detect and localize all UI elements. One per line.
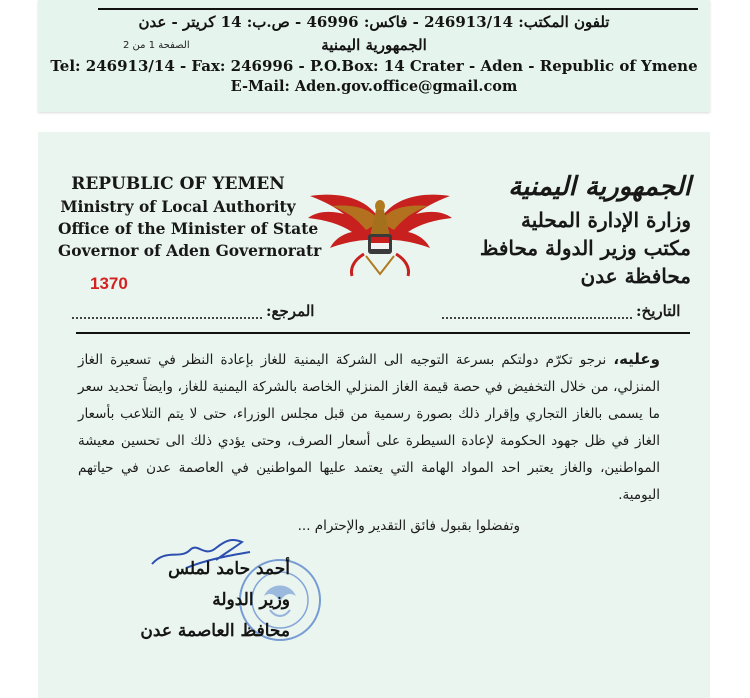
signatory-role: محافظ العاصمة عدن	[140, 621, 290, 641]
arabic-letterhead	[463, 168, 691, 290]
page-number-label: الصفحة 1 من 2	[123, 40, 190, 51]
english-letterhead	[58, 172, 322, 262]
date-field	[442, 302, 680, 320]
english-office: Office of the Minister of State	[58, 219, 319, 238]
strip-email: E-Mail: Aden.gov.office@gmail.com	[230, 78, 518, 95]
date-dotted-line	[442, 305, 632, 319]
strip-arabic-country: الجمهورية اليمنية	[321, 36, 427, 54]
signatory-name: أحمد حامد لملس	[168, 559, 290, 579]
date-label: التاريخ:	[636, 302, 681, 320]
closing-line: وتفضلوا بقبول فائق التقدير والإحترام ...	[297, 518, 520, 534]
reference-dotted-line	[72, 305, 262, 319]
english-ministry: Ministry of Local Authority	[60, 197, 296, 216]
header-divider	[76, 332, 690, 334]
strip-arabic-contact: تلفون المكتب: 246913/14 - فاكس: 46996 - ص.ب: 14 كريتر - عدن	[138, 13, 610, 31]
strip-english-contact: Tel: 246913/14 - Fax: 246996 - P.O.Box: 14 Crater - Aden - Republic of Ymene	[50, 57, 698, 75]
arabic-country: الجمهورية اليمنية	[508, 172, 691, 202]
strip-top-rule	[98, 8, 698, 10]
yemen-emblem-icon	[306, 190, 454, 282]
letterhead-contact-strip	[38, 0, 710, 112]
english-country: REPUBLIC OF YEMEN	[71, 174, 285, 194]
letter-body	[78, 346, 660, 509]
opening-word: وعليه،	[613, 350, 660, 368]
reference-number: 1370	[90, 274, 128, 293]
reference-label: المرجع:	[266, 302, 315, 320]
signature-block	[100, 554, 290, 647]
arabic-office: مكتب وزير الدولة محافظ محافظة عدن	[479, 236, 691, 288]
reference-field	[72, 302, 314, 320]
arabic-ministry: وزارة الإدارة المحلية	[521, 208, 691, 232]
letter-sheet	[38, 132, 710, 698]
letter-body-text: نرجو تكرّم دولتكم بسرعة التوجيه الى الشركة اليمنية للغاز بإعادة النظر في تسعيرة الغاز المنزلي، من خلال التخفيض في حصة قيمة الغاز المنزلي الخاصة بالشركة اليمنية للغاز، وايضاً تحديد سعر ما يسمى بالغاز التجاري وإقرار ذلك بصورة رسمية من قبل مجلس الوزراء، حتى لا يتم التلاعب بأسعار الغاز في ظل جهود الحكومة لإعادة السيطرة على أسعار الصرف، وحتى يؤدي ذلك الى تحسين معيشة المواطنين، والغاز يعتبر احد المواد الهامة التي يعتمد عليها المواطنين في العاصمة عدن في حياتهم اليومية.	[78, 352, 660, 503]
signatory-title: وزير الدولة	[212, 590, 290, 610]
english-governor: Governor of Aden Governoratr	[58, 241, 322, 260]
